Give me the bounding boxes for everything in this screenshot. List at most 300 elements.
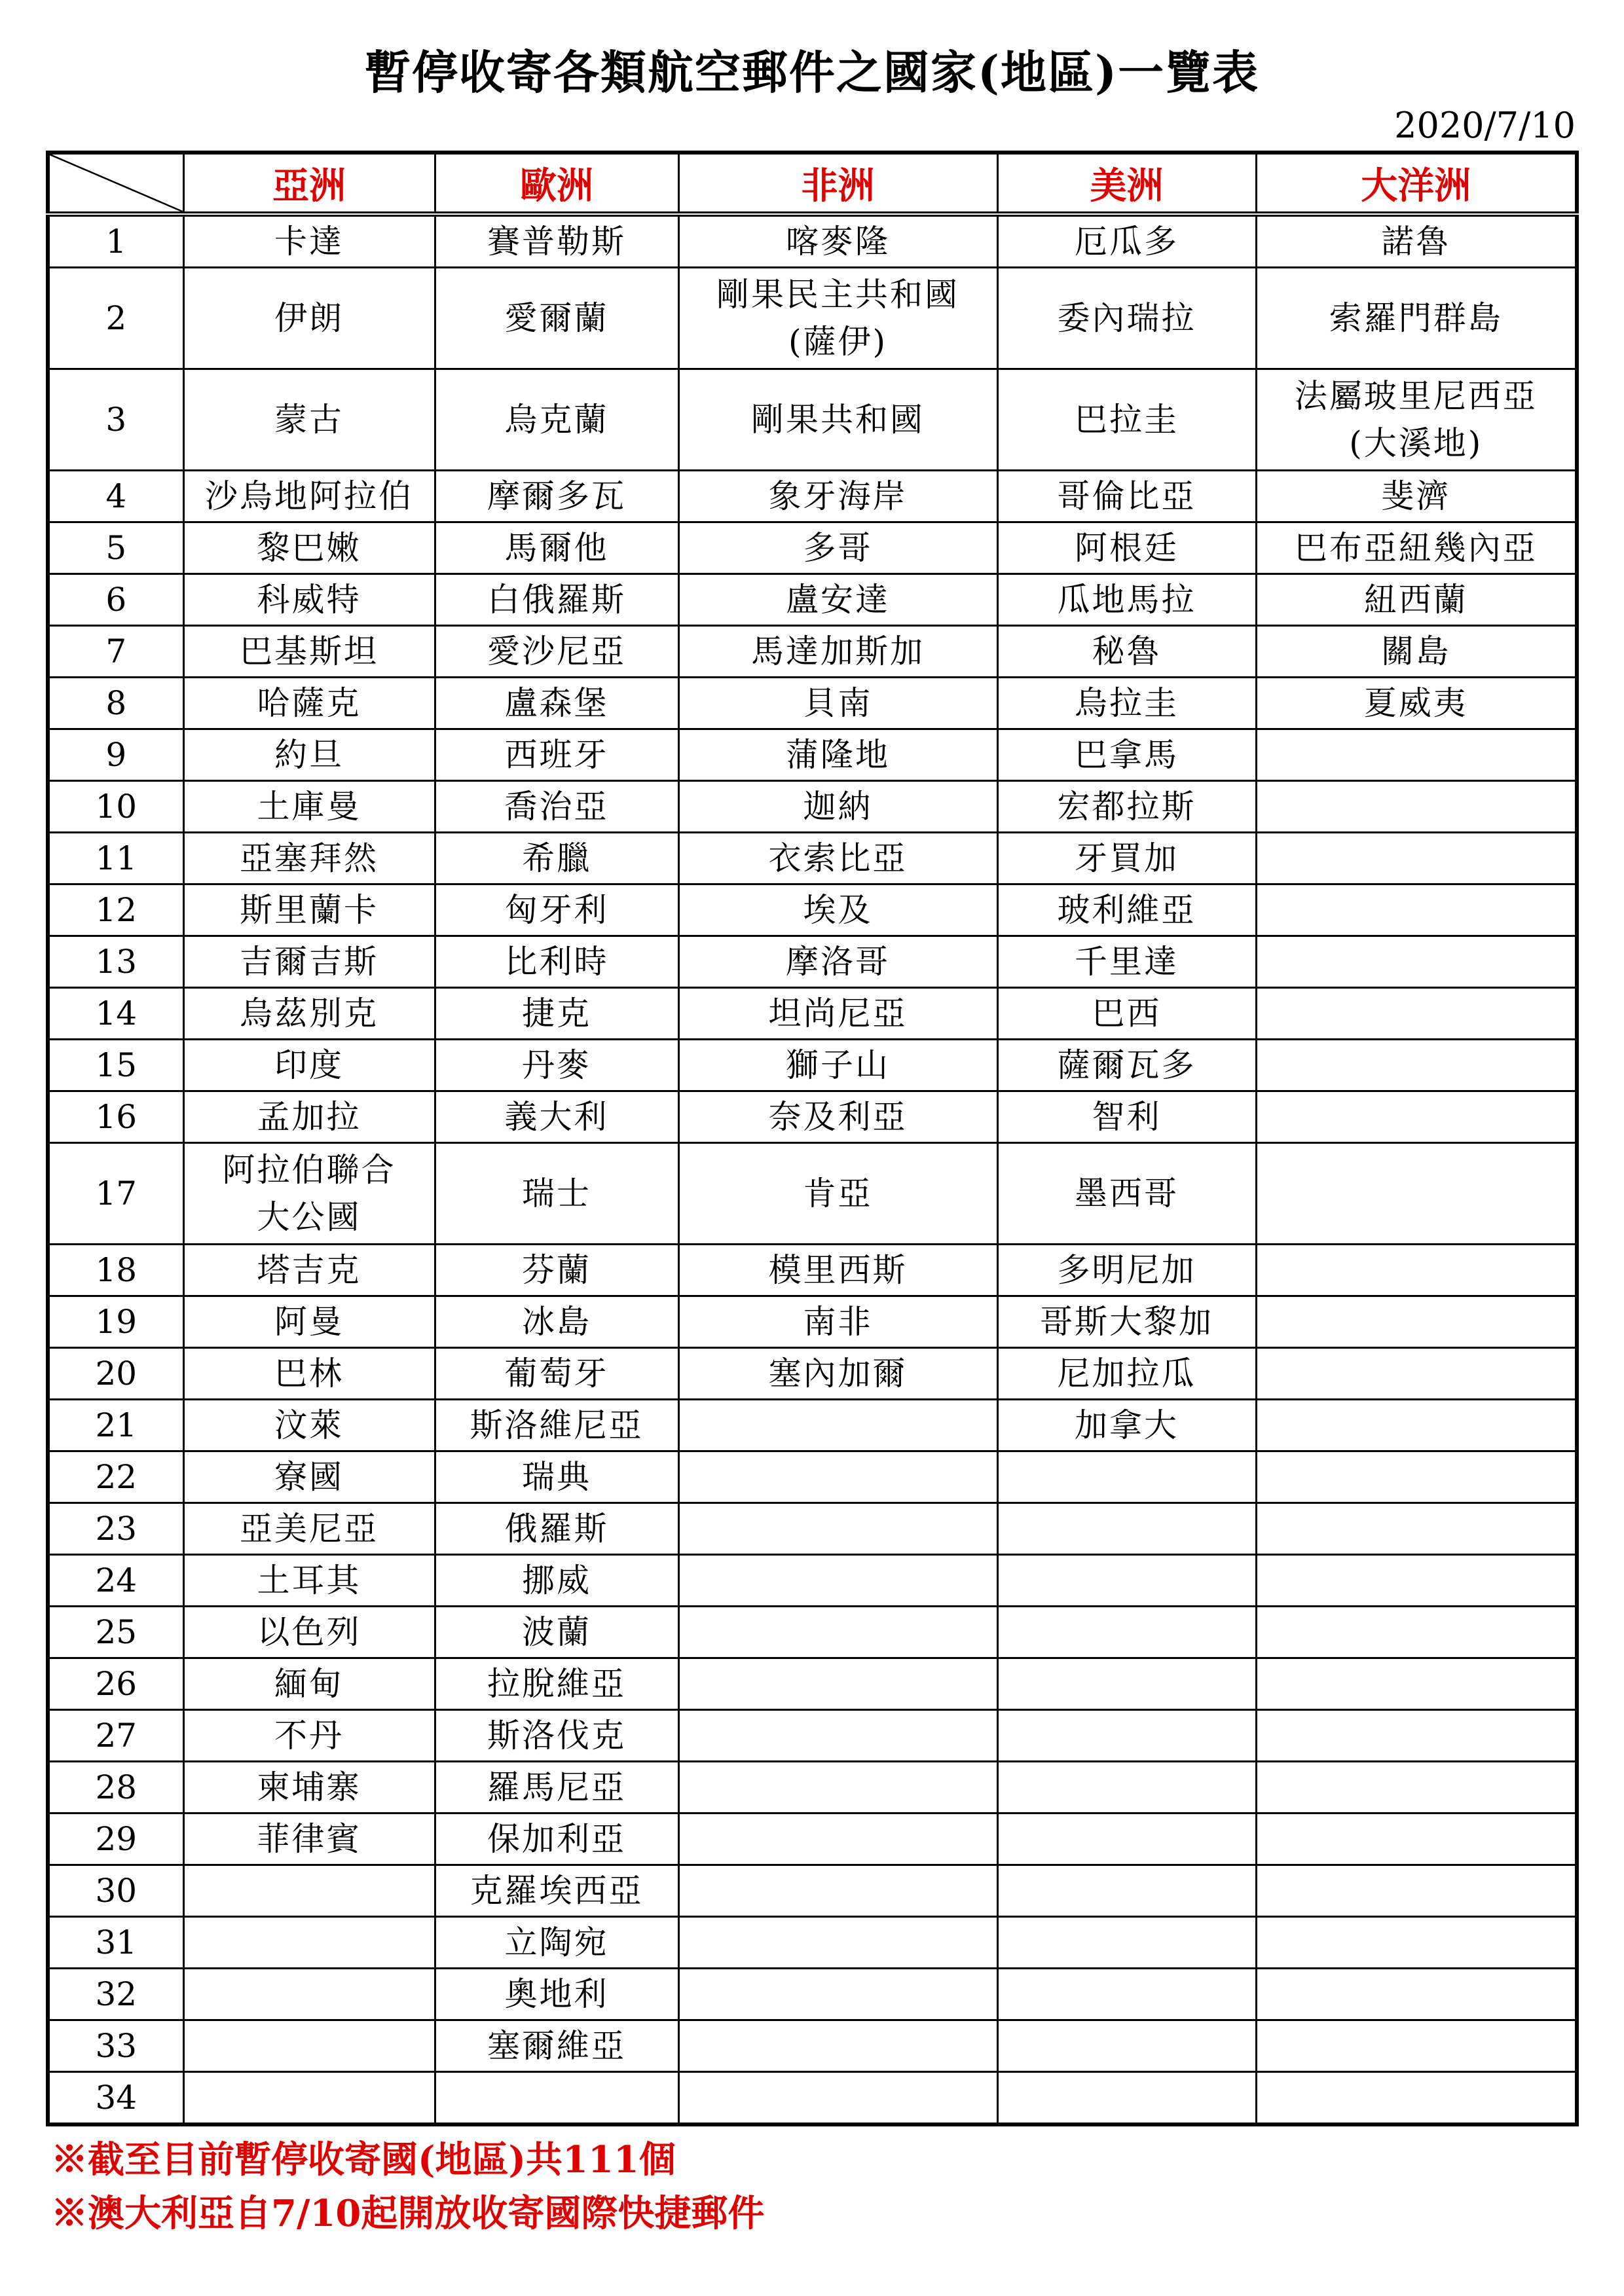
table-row	[48, 1658, 1577, 1710]
country-cell-americas	[997, 574, 1256, 626]
country-name: 黎巴嫩	[257, 529, 361, 567]
country-name: 斐濟	[1381, 477, 1451, 515]
country-cell-oceania	[1256, 268, 1577, 369]
country-cell-oceania	[1256, 1865, 1577, 1917]
country-cell-oceania	[1256, 2020, 1577, 2072]
country-name: 白俄羅斯	[487, 581, 626, 619]
country-cell-europe	[435, 214, 678, 268]
country-name: 巴基斯坦	[240, 632, 378, 670]
table-row	[48, 1607, 1577, 1658]
country-cell-europe	[435, 268, 678, 369]
country-cell-asia	[183, 833, 435, 884]
country-name: 印度	[274, 1046, 344, 1084]
country-name: 巴拉圭	[1075, 401, 1179, 439]
country-name: 緬甸	[274, 1665, 344, 1703]
table-row	[48, 268, 1577, 369]
country-name: 紐西蘭	[1363, 581, 1468, 619]
country-name: 馬達加斯加	[751, 632, 925, 670]
country-name: 象牙海岸	[768, 477, 908, 515]
country-name: 亞美尼亞	[240, 1510, 378, 1548]
country-name: 塞內加爾	[768, 1355, 908, 1393]
country-cell-americas	[997, 522, 1256, 574]
country-cell-oceania	[1256, 1969, 1577, 2020]
country-cell-europe	[435, 1451, 678, 1503]
country-name: 立陶宛	[504, 1923, 609, 1961]
country-cell-americas	[997, 1865, 1256, 1917]
country-cell-africa	[678, 2020, 997, 2072]
country-cell-americas	[997, 1451, 1256, 1503]
country-name: 喬治亞	[504, 788, 609, 826]
table-row	[48, 781, 1577, 833]
country-cell-europe	[435, 729, 678, 781]
country-name: 索羅門群島	[1329, 299, 1503, 337]
country-name: 馬爾他	[504, 529, 609, 567]
country-cell-africa	[678, 1503, 997, 1555]
country-cell-europe	[435, 1555, 678, 1607]
country-cell-asia	[183, 1865, 435, 1917]
country-name: 剛果民主共和國	[716, 276, 959, 314]
country-cell-asia	[183, 1040, 435, 1091]
country-name: 智利	[1092, 1098, 1162, 1136]
country-cell-asia	[183, 678, 435, 729]
row-number: 25	[48, 1607, 183, 1658]
country-cell-asia	[183, 1091, 435, 1143]
country-cell-europe	[435, 1607, 678, 1658]
country-name: 賽普勒斯	[487, 223, 626, 261]
country-name: 愛爾蘭	[504, 299, 609, 337]
country-cell-americas	[997, 1040, 1256, 1091]
country-cell-asia	[183, 1813, 435, 1865]
country-cell-asia	[183, 369, 435, 471]
country-cell-oceania	[1256, 626, 1577, 678]
country-cell-europe	[435, 678, 678, 729]
country-cell-americas	[997, 1091, 1256, 1143]
country-name: 厄瓜多	[1075, 223, 1179, 261]
country-cell-asia	[183, 1451, 435, 1503]
country-cell-americas	[997, 988, 1256, 1040]
country-name: 諾魯	[1381, 223, 1451, 261]
country-cell-europe	[435, 522, 678, 574]
row-number: 19	[48, 1296, 183, 1348]
country-name: 拉脫維亞	[487, 1665, 626, 1703]
country-cell-europe	[435, 1348, 678, 1400]
country-name: 芬蘭	[522, 1251, 591, 1289]
country-cell-oceania	[1256, 1658, 1577, 1710]
country-cell-asia	[183, 1917, 435, 1969]
table-row	[48, 626, 1577, 678]
country-cell-europe	[435, 936, 678, 988]
country-cell-americas	[997, 1917, 1256, 1969]
country-cell-oceania	[1256, 1245, 1577, 1296]
country-cell-europe	[435, 1503, 678, 1555]
country-cell-asia	[183, 729, 435, 781]
country-cell-africa	[678, 1762, 997, 1813]
country-name: 瑞典	[522, 1458, 591, 1496]
country-cell-americas	[997, 2020, 1256, 2072]
country-name: 阿拉伯聯合	[222, 1151, 396, 1189]
country-cell-europe	[435, 471, 678, 522]
footnote-australia: ※澳大利亞自7/10起開放收寄國際快捷郵件	[51, 2192, 765, 2235]
country-cell-africa	[678, 988, 997, 1040]
page-title: 暫停收寄各類航空郵件之國家(地區)一覽表	[364, 45, 1260, 100]
country-name: 奈及利亞	[768, 1098, 908, 1136]
country-cell-asia	[183, 781, 435, 833]
country-name: 沙烏地阿拉伯	[205, 477, 413, 515]
row-number: 15	[48, 1040, 183, 1091]
table-row	[48, 1813, 1577, 1865]
country-name: 挪威	[522, 1561, 591, 1599]
country-cell-americas	[997, 678, 1256, 729]
country-name: 烏茲別克	[240, 994, 378, 1032]
country-cell-americas	[997, 729, 1256, 781]
country-cell-oceania	[1256, 1400, 1577, 1451]
country-name: 哥倫比亞	[1057, 477, 1196, 515]
country-name: 蒙古	[274, 401, 344, 439]
country-name: 烏拉圭	[1075, 684, 1179, 722]
country-cell-africa	[678, 522, 997, 574]
country-name: 葡萄牙	[504, 1355, 609, 1393]
table-row	[48, 574, 1577, 626]
row-number: 32	[48, 1969, 183, 2020]
country-name: 獅子山	[786, 1046, 890, 1084]
country-cell-africa	[678, 268, 997, 369]
table-row	[48, 1143, 1577, 1245]
row-number: 1	[48, 214, 183, 268]
country-cell-asia	[183, 1400, 435, 1451]
table-row	[48, 988, 1577, 1040]
row-number: 28	[48, 1762, 183, 1813]
country-name: 寮國	[274, 1458, 344, 1496]
country-cell-oceania	[1256, 1040, 1577, 1091]
table-row	[48, 1710, 1577, 1762]
header-asia: 亞洲	[183, 153, 435, 214]
table-row	[48, 214, 1577, 268]
country-cell-africa	[678, 1451, 997, 1503]
country-cell-africa	[678, 729, 997, 781]
country-cell-oceania	[1256, 574, 1577, 626]
country-cell-oceania	[1256, 1503, 1577, 1555]
country-name: 巴林	[274, 1355, 344, 1393]
country-cell-asia	[183, 1710, 435, 1762]
table-row	[48, 678, 1577, 729]
country-cell-americas	[997, 781, 1256, 833]
corner-cell	[48, 153, 183, 214]
country-name: 科威特	[257, 581, 361, 619]
country-name: 巴西	[1092, 994, 1162, 1032]
row-number: 8	[48, 678, 183, 729]
country-cell-asia	[183, 522, 435, 574]
header-oceania: 大洋洲	[1256, 153, 1577, 214]
country-cell-americas	[997, 1813, 1256, 1865]
row-number: 3	[48, 369, 183, 471]
row-number: 18	[48, 1245, 183, 1296]
country-name: 宏都拉斯	[1057, 788, 1196, 826]
country-cell-europe	[435, 1040, 678, 1091]
row-number: 21	[48, 1400, 183, 1451]
country-name: 瓜地馬拉	[1057, 581, 1196, 619]
country-name: 埃及	[803, 891, 873, 929]
country-cell-africa	[678, 1607, 997, 1658]
country-name: 薩爾瓦多	[1057, 1046, 1196, 1084]
row-number: 23	[48, 1503, 183, 1555]
country-name: 奧地利	[504, 1975, 609, 2013]
row-number: 7	[48, 626, 183, 678]
country-cell-europe	[435, 2020, 678, 2072]
country-cell-europe	[435, 574, 678, 626]
country-cell-americas	[997, 626, 1256, 678]
country-cell-asia	[183, 214, 435, 268]
country-name: 多明尼加	[1057, 1251, 1196, 1289]
country-name: 西班牙	[504, 736, 609, 774]
header-africa: 非洲	[678, 153, 997, 214]
country-cell-asia	[183, 471, 435, 522]
country-name: 伊朗	[274, 299, 344, 337]
country-cell-oceania	[1256, 678, 1577, 729]
country-cell-africa	[678, 1348, 997, 1400]
country-cell-asia	[183, 936, 435, 988]
country-name: 委內瑞拉	[1057, 299, 1196, 337]
table-row	[48, 471, 1577, 522]
country-cell-africa	[678, 884, 997, 936]
row-number: 26	[48, 1658, 183, 1710]
country-name: 吉爾吉斯	[240, 943, 378, 981]
row-number: 4	[48, 471, 183, 522]
country-name: 愛沙尼亞	[487, 632, 626, 670]
country-cell-oceania	[1256, 729, 1577, 781]
country-cell-americas	[997, 1143, 1256, 1245]
country-name: 希臘	[522, 839, 591, 877]
country-name: 柬埔寨	[257, 1768, 361, 1806]
row-number: 34	[48, 2072, 183, 2125]
country-name: 瑞士	[522, 1175, 591, 1212]
country-name: 烏克蘭	[504, 401, 609, 439]
country-name: 土庫曼	[257, 788, 361, 826]
country-name: 義大利	[504, 1098, 609, 1136]
country-cell-africa	[678, 1245, 997, 1296]
country-cell-africa	[678, 1658, 997, 1710]
country-cell-oceania	[1256, 833, 1577, 884]
table-row	[48, 1451, 1577, 1503]
country-name: 迦納	[803, 788, 873, 826]
country-cell-americas	[997, 369, 1256, 471]
table-row	[48, 833, 1577, 884]
country-name: 克羅埃西亞	[470, 1872, 644, 1910]
row-number: 29	[48, 1813, 183, 1865]
footnote-total: ※截至目前暫停收寄國(地區)共111個	[51, 2138, 676, 2181]
country-cell-asia	[183, 1555, 435, 1607]
country-cell-oceania	[1256, 1555, 1577, 1607]
row-number: 2	[48, 268, 183, 369]
country-name: 冰島	[522, 1303, 591, 1341]
country-name: 俄羅斯	[504, 1510, 609, 1548]
country-name: 摩洛哥	[786, 943, 890, 981]
table-row	[48, 884, 1577, 936]
country-cell-asia	[183, 1348, 435, 1400]
row-number: 33	[48, 2020, 183, 2072]
country-cell-africa	[678, 214, 997, 268]
country-cell-asia	[183, 2072, 435, 2125]
country-name: 約旦	[274, 736, 344, 774]
country-cell-oceania	[1256, 2072, 1577, 2125]
country-name: 貝南	[803, 684, 873, 722]
country-name: 阿根廷	[1075, 529, 1179, 567]
row-number: 20	[48, 1348, 183, 1400]
table-row	[48, 522, 1577, 574]
country-name: 塞爾維亞	[487, 2027, 626, 2065]
country-cell-africa	[678, 1969, 997, 2020]
country-cell-africa	[678, 1813, 997, 1865]
table-row	[48, 2020, 1577, 2072]
country-cell-oceania	[1256, 369, 1577, 471]
country-cell-africa	[678, 1091, 997, 1143]
table-row	[48, 1503, 1577, 1555]
row-number: 27	[48, 1710, 183, 1762]
country-name: 法屬玻里尼西亞	[1294, 377, 1538, 415]
country-cell-africa	[678, 369, 997, 471]
table-row	[48, 1400, 1577, 1451]
country-name: 汶萊	[274, 1406, 344, 1444]
country-cell-asia	[183, 1296, 435, 1348]
country-name: 羅馬尼亞	[487, 1768, 626, 1806]
table-row	[48, 369, 1577, 471]
country-name: 秘魯	[1092, 632, 1162, 670]
country-cell-africa	[678, 1917, 997, 1969]
row-number: 5	[48, 522, 183, 574]
country-cell-europe	[435, 1091, 678, 1143]
country-cell-asia	[183, 1969, 435, 2020]
row-number: 14	[48, 988, 183, 1040]
country-name: 比利時	[504, 943, 609, 981]
country-cell-oceania	[1256, 884, 1577, 936]
table-row	[48, 1762, 1577, 1813]
country-cell-africa	[678, 1710, 997, 1762]
country-cell-americas	[997, 471, 1256, 522]
row-number: 17	[48, 1143, 183, 1245]
row-number: 10	[48, 781, 183, 833]
country-name: 盧森堡	[504, 684, 609, 722]
country-name: 亞塞拜然	[240, 839, 378, 877]
row-number: 6	[48, 574, 183, 626]
country-cell-europe	[435, 884, 678, 936]
country-name: 墨西哥	[1075, 1175, 1179, 1212]
table-row	[48, 936, 1577, 988]
country-cell-asia	[183, 1762, 435, 1813]
country-cell-americas	[997, 1296, 1256, 1348]
country-name: 肯亞	[803, 1175, 873, 1212]
country-cell-americas	[997, 1503, 1256, 1555]
table-row	[48, 1348, 1577, 1400]
country-name: 阿曼	[274, 1303, 344, 1341]
country-cell-africa	[678, 833, 997, 884]
country-cell-asia	[183, 268, 435, 369]
country-cell-africa	[678, 1040, 997, 1091]
table-row	[48, 1917, 1577, 1969]
country-cell-europe	[435, 1400, 678, 1451]
country-name: 斯里蘭卡	[240, 891, 378, 929]
country-name: 丹麥	[522, 1046, 591, 1084]
table-row	[48, 1040, 1577, 1091]
table-row	[48, 1245, 1577, 1296]
country-cell-africa	[678, 1296, 997, 1348]
row-number: 22	[48, 1451, 183, 1503]
country-cell-americas	[997, 833, 1256, 884]
country-cell-europe	[435, 369, 678, 471]
country-cell-americas	[997, 884, 1256, 936]
country-name: 匈牙利	[504, 891, 609, 929]
country-name: 孟加拉	[257, 1098, 361, 1136]
country-cell-americas	[997, 1969, 1256, 2020]
country-cell-africa	[678, 2072, 997, 2125]
country-cell-oceania	[1256, 1607, 1577, 1658]
country-name: 哈薩克	[257, 684, 361, 722]
row-number: 13	[48, 936, 183, 988]
country-cell-africa	[678, 1400, 997, 1451]
country-cell-asia	[183, 2020, 435, 2072]
country-cell-africa	[678, 936, 997, 988]
country-cell-asia	[183, 1658, 435, 1710]
country-cell-oceania	[1256, 1296, 1577, 1348]
country-cell-europe	[435, 1813, 678, 1865]
table-row	[48, 2072, 1577, 2125]
country-cell-asia	[183, 1607, 435, 1658]
country-cell-americas	[997, 936, 1256, 988]
country-name: 大公國	[257, 1198, 361, 1236]
country-cell-europe	[435, 1296, 678, 1348]
country-cell-africa	[678, 574, 997, 626]
country-cell-oceania	[1256, 1813, 1577, 1865]
country-name: 卡達	[274, 223, 344, 261]
country-cell-oceania	[1256, 781, 1577, 833]
country-cell-oceania	[1256, 1762, 1577, 1813]
country-table	[46, 151, 1579, 2126]
footnotes	[51, 2133, 764, 2240]
row-number: 30	[48, 1865, 183, 1917]
country-cell-africa	[678, 1555, 997, 1607]
country-cell-oceania	[1256, 1917, 1577, 1969]
country-cell-asia	[183, 988, 435, 1040]
country-cell-europe	[435, 1865, 678, 1917]
country-cell-africa	[678, 471, 997, 522]
country-cell-americas	[997, 1555, 1256, 1607]
country-name: 模里西斯	[768, 1251, 908, 1289]
country-name: 關島	[1381, 632, 1451, 670]
country-cell-americas	[997, 214, 1256, 268]
country-name: 千里達	[1075, 943, 1179, 981]
country-cell-asia	[183, 574, 435, 626]
country-cell-oceania	[1256, 1710, 1577, 1762]
country-name: 坦尚尼亞	[768, 994, 908, 1032]
country-cell-africa	[678, 1865, 997, 1917]
country-cell-americas	[997, 268, 1256, 369]
diagonal-line	[50, 155, 183, 211]
row-number: 31	[48, 1917, 183, 1969]
table-row	[48, 1969, 1577, 2020]
country-cell-europe	[435, 1710, 678, 1762]
table-row	[48, 1865, 1577, 1917]
country-cell-europe	[435, 1143, 678, 1245]
country-name: 捷克	[522, 994, 591, 1032]
header-europe: 歐洲	[435, 153, 678, 214]
country-cell-oceania	[1256, 988, 1577, 1040]
country-name: 尼加拉瓜	[1057, 1355, 1196, 1393]
country-name: 多哥	[803, 529, 873, 567]
country-cell-africa	[678, 781, 997, 833]
table-row	[48, 729, 1577, 781]
country-cell-europe	[435, 988, 678, 1040]
country-name: 土耳其	[257, 1561, 361, 1599]
country-name: 牙買加	[1075, 839, 1179, 877]
country-cell-europe	[435, 1245, 678, 1296]
